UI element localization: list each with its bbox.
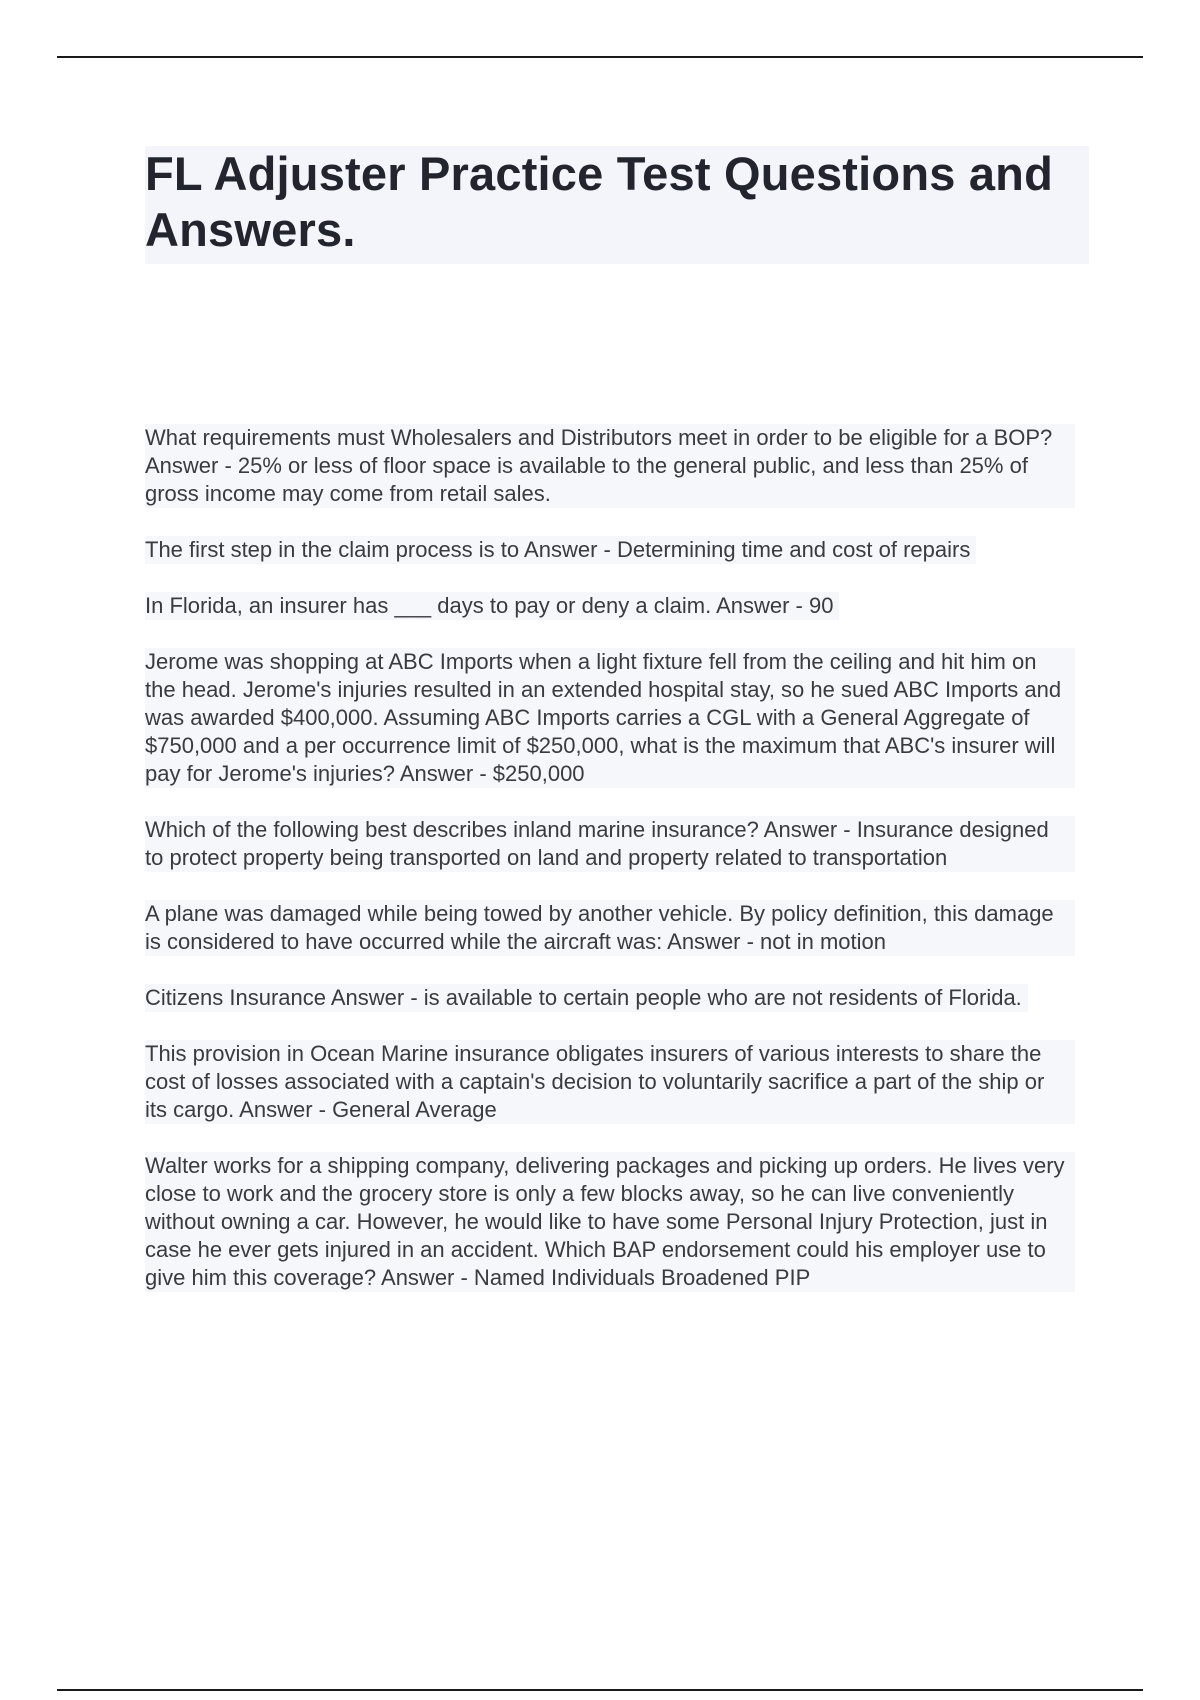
qa-item: This provision in Ocean Marine insurance obligates insurers of various interests to share the cost of losses associated with a captain's decision to voluntarily sacrifice a part of the ship or its cargo. Answer - General Average xyxy=(145,1040,1075,1124)
qa-item: Citizens Insurance Answer - is available to certain people who are not residents of Florida. xyxy=(145,984,1028,1012)
qa-item: Jerome was shopping at ABC Imports when a light fixture fell from the ceiling and hit him on the head. Jerome's injuries resulted in an extended hospital stay, so he sued ABC Imports and was awarded $400,000. Assuming ABC Imports carries a CGL with a General Aggregate of $750,000 and a per occurrence limit of $250,000, what is the maximum that ABC's insurer will pay for Jerome's injuries? Answer - $250,000 xyxy=(145,648,1075,788)
qa-item: Walter works for a shipping company, delivering packages and picking up orders. He lives very close to work and the grocery store is only a few blocks away, so he can live conveniently without owning a car. However, he would like to have some Personal Injury Protection, just in case he ever gets injured in an accident. Which BAP endorsement could his employer use to give him this coverage? Answer - Named Individuals Broadened PIP xyxy=(145,1152,1075,1292)
qa-item: A plane was damaged while being towed by another vehicle. By policy definition, this damage is considered to have occurred while the aircraft was: Answer - not in motion xyxy=(145,900,1075,956)
qa-item: Which of the following best describes inland marine insurance? Answer - Insurance designed to protect property being transported on land and property related to transportation xyxy=(145,816,1075,872)
bottom-divider xyxy=(57,1689,1143,1691)
qa-item: What requirements must Wholesalers and Distributors meet in order to be eligible for a BOP? Answer - 25% or less of floor space is available to the general public, and less than 25% of gross income may come from retail sales. xyxy=(145,424,1075,508)
top-divider xyxy=(57,56,1143,58)
qa-item: The first step in the claim process is to Answer - Determining time and cost of repairs xyxy=(145,536,976,564)
qa-item: In Florida, an insurer has ___ days to pay or deny a claim. Answer - 90 xyxy=(145,592,839,620)
qa-list xyxy=(145,424,1075,1320)
page-title: FL Adjuster Practice Test Questions and Answers. xyxy=(145,147,1053,256)
title-block xyxy=(145,146,1089,264)
